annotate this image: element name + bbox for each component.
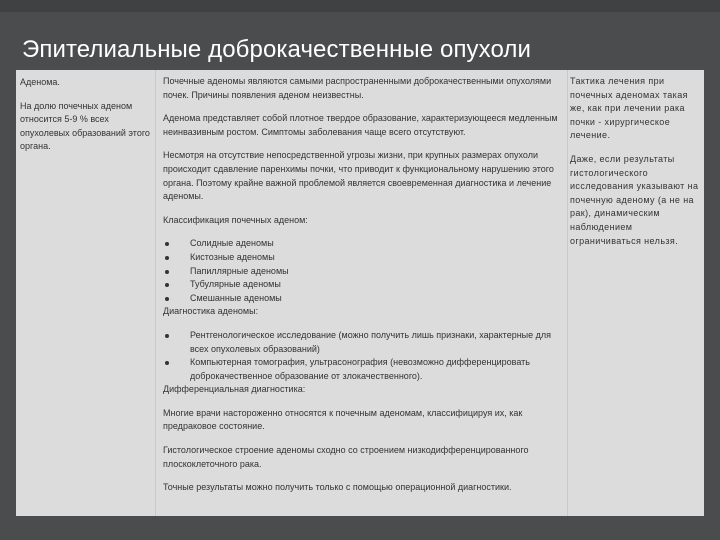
right-column xyxy=(568,70,704,516)
importance-paragraph: Несмотря на отсутствие непосредственной угрозы жизни, при крупных размерах опухоли происходит сдавление паренхимы почки, что приводит к функциональному нарушению этого органа. Поэтому крайне важной проблемой является своевременная диагностика и лечение аденомы. xyxy=(163,150,554,202)
surgery-diagnostics-paragraph: Точные результаты можно получить только с помощью операционной диагностики. xyxy=(163,482,512,493)
list-item: Папиллярные аденомы xyxy=(163,265,563,279)
differential-heading: Дифференциальная диагностика: xyxy=(163,384,306,395)
description-paragraph: Аденома представляет собой плотное твердое образование, характеризующееся медленным неинвазивным ростом. Симптомы заболевания чаще всего отсутствуют. xyxy=(163,113,558,137)
slide-title: Эпителиальные доброкачественные опухоли xyxy=(22,36,532,63)
diagnostics-list xyxy=(163,329,563,383)
observation-paragraph: Даже, если результаты гистологического исследования указывают на почечную аденому (а не на рак), динамическим наблюдением ограничиваться нельзя. xyxy=(570,153,699,246)
list-item: Смешанные аденомы xyxy=(163,292,563,306)
term-label: Аденома. xyxy=(20,77,60,87)
precancer-paragraph: Многие врачи настороженно относятся к почечным аденомам, классифицируя их, как предраковое состояние. xyxy=(163,407,523,432)
list-item: Компьютерная томография, ультрасонография (невозможно дифференцировать доброкачественное образование от злокачественного). xyxy=(163,356,563,383)
intro-paragraph: Почечные аденомы являются самыми распространенными доброкачественными опухолями почек. Причины появления аденом неизвестны. xyxy=(163,76,552,100)
list-item: Солидные аденомы xyxy=(163,237,563,251)
treatment-paragraph: Тактика лечения при почечных аденомах такая же, как при лечении рака почки - хирургическое лечение. xyxy=(570,76,688,141)
list-item: Тубулярные аденомы xyxy=(163,278,563,292)
content-panel xyxy=(16,70,704,516)
list-item: Кистозные аденомы xyxy=(163,251,563,265)
left-column xyxy=(16,70,156,516)
classification-list xyxy=(163,237,563,305)
middle-column xyxy=(156,70,568,516)
list-item: Рентгенологическое исследование (можно получить лишь признаки, характерные для всех опухолевых образований) xyxy=(163,329,563,356)
classification-heading: Классификация почечных аденом: xyxy=(163,214,308,225)
top-bar xyxy=(0,0,720,12)
diagnostics-heading: Диагностика аденомы: xyxy=(163,306,259,317)
histology-paragraph: Гистологическое строение аденомы сходно со строением низкодифференцированного плоскоклеточного рака. xyxy=(163,445,529,469)
frequency-text: На долю почечных аденом относится 5-9 % всех опухолевых образований этого органа. xyxy=(20,100,150,152)
